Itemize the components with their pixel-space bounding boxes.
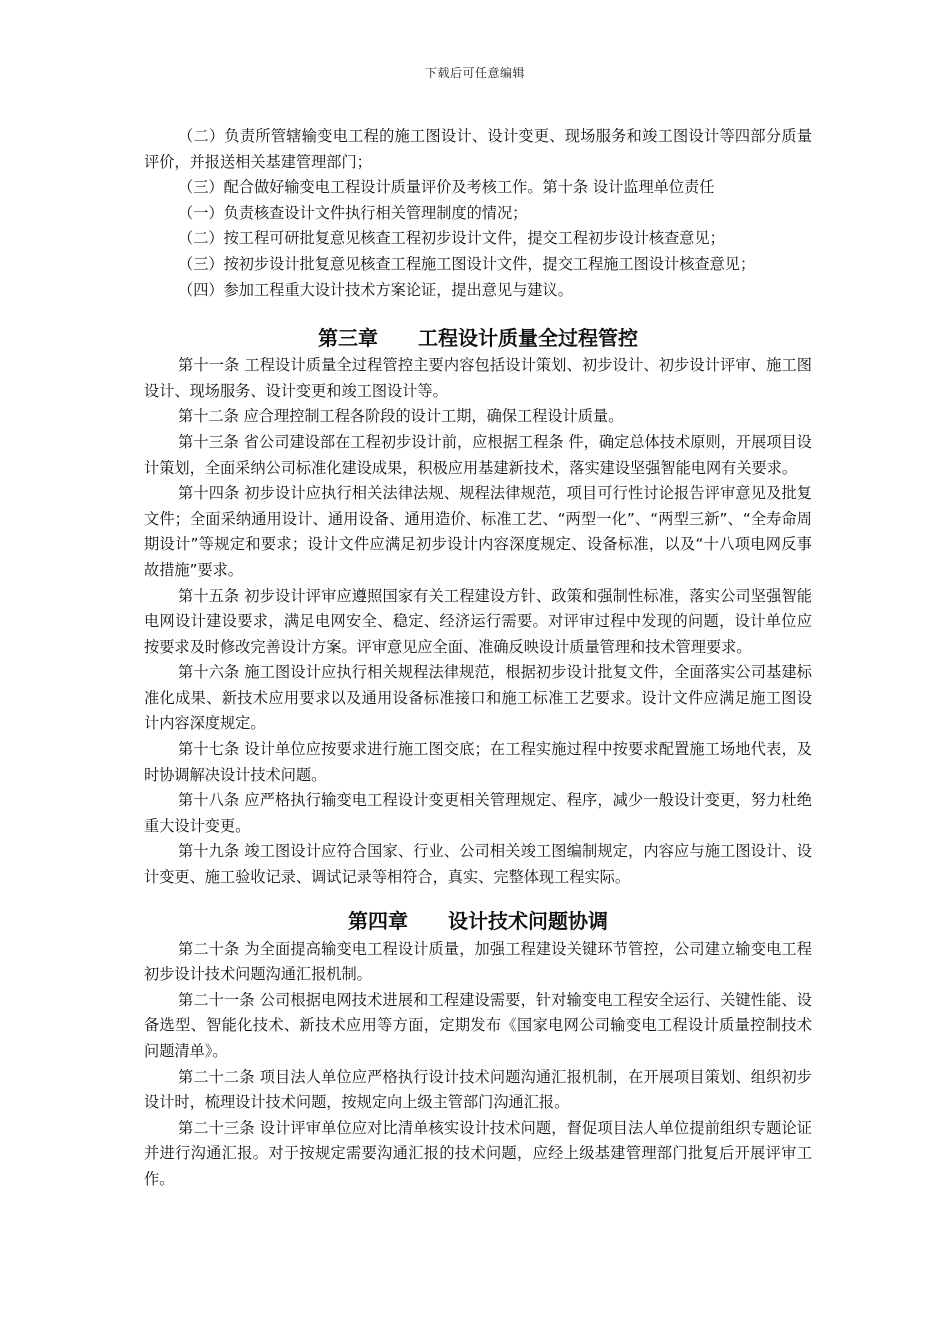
chapter-title: 工程设计质量全过程管控: [418, 326, 638, 351]
article-paragraph: 第二十二条 项目法人单位应严格执行设计技术问题沟通汇报机制，在开展项目策划、组织初步设计时，梳理设计技术问题，按规定向上级主管部门沟通汇报。: [144, 1067, 812, 1112]
paragraph: （三）配合做好输变电工程设计质量评价及考核工作。第十条 设计监理单位责任: [178, 178, 715, 197]
paragraph: （二）按工程可研批复意见核查工程初步设计文件，提交工程初步设计核查意见；: [178, 229, 725, 248]
article-paragraph: 第十五条 初步设计评审应遵照国家有关工程建设方针、政策和强制性标准，落实公司坚强智能电网设计建设要求，满足电网安全、稳定、经济运行需要。对评审过程中发现的问题，设计单位应按要求及时修改完善设计方案。评审意见应全面、准确反映设计质量管理和技术管理要求。: [144, 586, 812, 656]
article-paragraph: 第十四条 初步设计应执行相关法律法规、规程法律规范，项目可行性讨论报告评审意见及批复文件；全面采纳通用设计、通用设备、通用造价、标准工艺、“两型一化”、“两型三新”、“全寿命周期设计”等规定和要求；设计文件应满足初步设计内容深度规定、设备标准，以及“十八项电网反事故措施”要求。: [144, 484, 812, 579]
article-paragraph: 第十一条 工程设计质量全过程管控主要内容包括设计策划、初步设计、初步设计评审、施工图设计、现场服务、设计变更和竣工图设计等。: [144, 356, 812, 400]
page-header: 下载后可任意编辑: [424, 66, 525, 80]
chapter-number: 第四章: [348, 908, 408, 933]
section-intro: [144, 124, 812, 303]
article-paragraph: 第二十三条 设计评审单位应对比清单核实设计技术问题，督促项目法人单位提前组织专题论证并进行沟通汇报。对于按规定需要沟通汇报的技术问题，应经上级基建管理部门批复后开展评审工作。: [144, 1118, 812, 1188]
article-paragraph: 第十九条 竣工图设计应符合国家、行业、公司相关竣工图编制规定，内容应与施工图设计、设计变更、施工验收记录、调试记录等相符合，真实、完整体现工程实际。: [144, 842, 812, 887]
paragraph: （四）参加工程重大设计技术方案论证，提出意见与建议。: [178, 280, 573, 299]
chapter-4-body: [144, 937, 812, 1193]
document-body: [144, 124, 812, 1193]
chapter-number: 第三章: [318, 326, 378, 351]
paragraph: （二）负责所管辖输变电工程的施工图设计、设计变更、现场服务和竣工图设计等四部分质量评价，并报送相关基建管理部门；: [144, 127, 812, 171]
article-paragraph: 第十三条 省公司建设部在工程初步设计前，应根据工程条 件，确定总体技术原则，开展项目设计策划，全面采纳公司标准化建设成果，积极应用基建新技术，落实建设坚强智能电网有关要求。: [144, 432, 812, 477]
paragraph: （一）负责核查设计文件执行相关管理制度的情况；: [178, 203, 528, 222]
article-paragraph: 第十八条 应严格执行输变电工程设计变更相关管理规定、程序，减少一般设计变更，努力杜绝重大设计变更。: [144, 791, 812, 835]
article-paragraph: 第十七条 设计单位应按要求进行施工图交底；在工程实施过程中按要求配置施工场地代表，及时协调解决设计技术问题。: [144, 740, 812, 784]
chapter-title: 设计技术问题协调: [448, 908, 608, 933]
chapter-4-heading: [144, 907, 812, 935]
paragraph: （三）按初步设计批复意见核查工程施工图设计文件，提交工程施工图设计核查意见；: [178, 254, 756, 273]
chapter-3-body: [144, 353, 812, 890]
article-paragraph: 第二十条 为全面提高输变电工程设计质量，加强工程建设关键环节管控，公司建立输变电工程初步设计技术问题沟通汇报机制。: [144, 939, 812, 984]
article-paragraph: 第二十一条 公司根据电网技术进展和工程建设需要，针对输变电工程安全运行、关键性能、设备选型、智能化技术、新技术应用等方面，定期发布《国家电网公司输变电工程设计质量控制技术问题清单》。: [144, 990, 812, 1060]
article-paragraph: 第十六条 施工图设计应执行相关规程法律规范，根据初步设计批复文件，全面落实公司基建标准化成果、新技术应用要求以及通用设备标准接口和施工标准工艺要求。设计文件应满足施工图设计内容深度规定。: [144, 663, 812, 733]
article-paragraph: 第十二条 应合理控制工程各阶段的设计工期，确保工程设计质量。: [178, 407, 624, 426]
chapter-3-heading: [144, 324, 812, 352]
